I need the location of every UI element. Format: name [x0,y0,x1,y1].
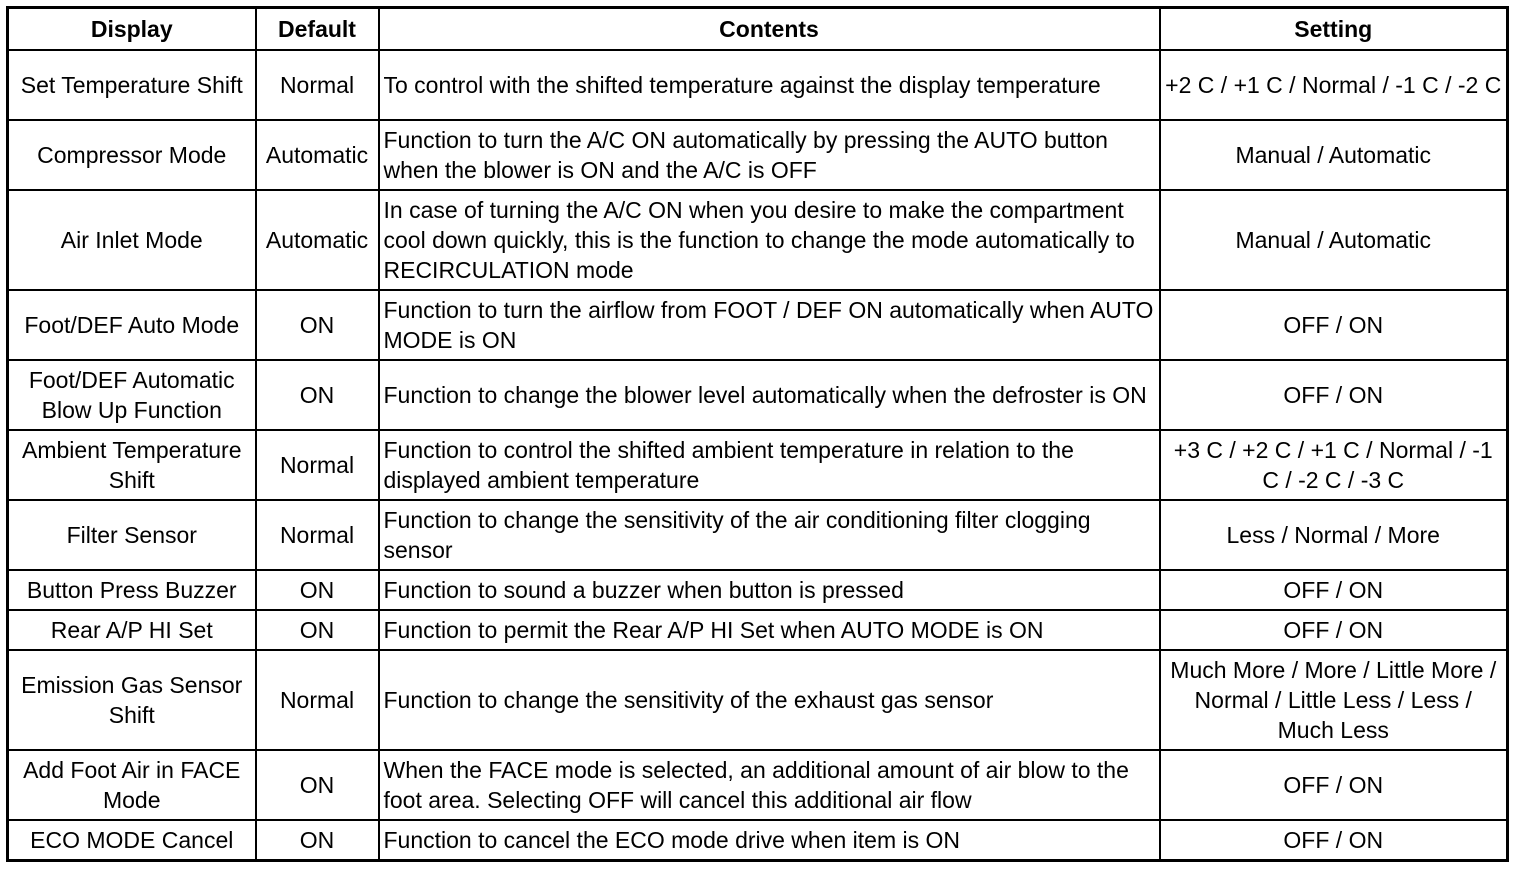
setting-cell: OFF / ON [1160,570,1508,610]
setting-cell: Much More / More / Little More / Normal / Little Less / Less / Much Less [1160,650,1508,750]
table-row [8,360,1508,430]
display-cell: Foot/DEF Automatic Blow Up Function [8,360,256,430]
default-cell: Normal [256,650,379,750]
contents-cell: Function to permit the Rear A/P HI Set when AUTO MODE is ON [379,610,1160,650]
table-row [8,120,1508,190]
contents-cell: Function to cancel the ECO mode drive when item is ON [379,820,1160,860]
contents-cell: Function to sound a buzzer when button is pressed [379,570,1160,610]
contents-cell: Function to turn the A/C ON automatically by pressing the AUTO button when the blower is ON and the A/C is OFF [379,120,1160,190]
setting-cell: OFF / ON [1160,290,1508,360]
table-row [8,190,1508,290]
default-cell: ON [256,750,379,820]
default-cell: Normal [256,50,379,120]
table-row [8,650,1508,750]
table-row [8,570,1508,610]
default-cell: Automatic [256,190,379,290]
table-row [8,290,1508,360]
default-cell: Normal [256,500,379,570]
contents-cell: Function to change the blower level automatically when the defroster is ON [379,360,1160,430]
table-body [8,50,1508,860]
setting-cell: Manual / Automatic [1160,190,1508,290]
table-header [8,8,1508,51]
setting-cell: +3 C / +2 C / +1 C / Normal / -1 C / -2 C / -3 C [1160,430,1508,500]
display-cell: Air Inlet Mode [8,190,256,290]
contents-cell: Function to control the shifted ambient temperature in relation to the displayed ambient temperature [379,430,1160,500]
header-contents: Contents [379,8,1160,51]
table-row [8,750,1508,820]
settings-table [6,6,1509,862]
display-cell: Foot/DEF Auto Mode [8,290,256,360]
setting-cell: OFF / ON [1160,360,1508,430]
contents-cell: In case of turning the A/C ON when you desire to make the compartment cool down quickly, this is the function to change the mode automatically to RECIRCULATION mode [379,190,1160,290]
setting-cell: Manual / Automatic [1160,120,1508,190]
default-cell: ON [256,290,379,360]
header-setting: Setting [1160,8,1508,51]
table-row [8,610,1508,650]
setting-cell: OFF / ON [1160,820,1508,860]
default-cell: Automatic [256,120,379,190]
header-display: Display [8,8,256,51]
setting-cell: Less / Normal / More [1160,500,1508,570]
header-default: Default [256,8,379,51]
default-cell: Normal [256,430,379,500]
contents-cell: When the FACE mode is selected, an additional amount of air blow to the foot area. Selecting OFF will cancel this additional air flow [379,750,1160,820]
setting-cell: +2 C / +1 C / Normal / -1 C / -2 C [1160,50,1508,120]
display-cell: Ambient Temperature Shift [8,430,256,500]
contents-cell: Function to change the sensitivity of the exhaust gas sensor [379,650,1160,750]
table-row [8,500,1508,570]
default-cell: ON [256,820,379,860]
display-cell: Emission Gas Sensor Shift [8,650,256,750]
table-row [8,430,1508,500]
default-cell: ON [256,570,379,610]
display-cell: Filter Sensor [8,500,256,570]
display-cell: Add Foot Air in FACE Mode [8,750,256,820]
display-cell: Button Press Buzzer [8,570,256,610]
display-cell: Rear A/P HI Set [8,610,256,650]
display-cell: ECO MODE Cancel [8,820,256,860]
contents-cell: Function to change the sensitivity of the air conditioning filter clogging sensor [379,500,1160,570]
display-cell: Compressor Mode [8,120,256,190]
table-row [8,820,1508,860]
setting-cell: OFF / ON [1160,610,1508,650]
table-row [8,50,1508,120]
setting-cell: OFF / ON [1160,750,1508,820]
header-row [8,8,1508,51]
display-cell: Set Temperature Shift [8,50,256,120]
contents-cell: To control with the shifted temperature against the display temperature [379,50,1160,120]
default-cell: ON [256,360,379,430]
default-cell: ON [256,610,379,650]
contents-cell: Function to turn the airflow from FOOT / DEF ON automatically when AUTO MODE is ON [379,290,1160,360]
